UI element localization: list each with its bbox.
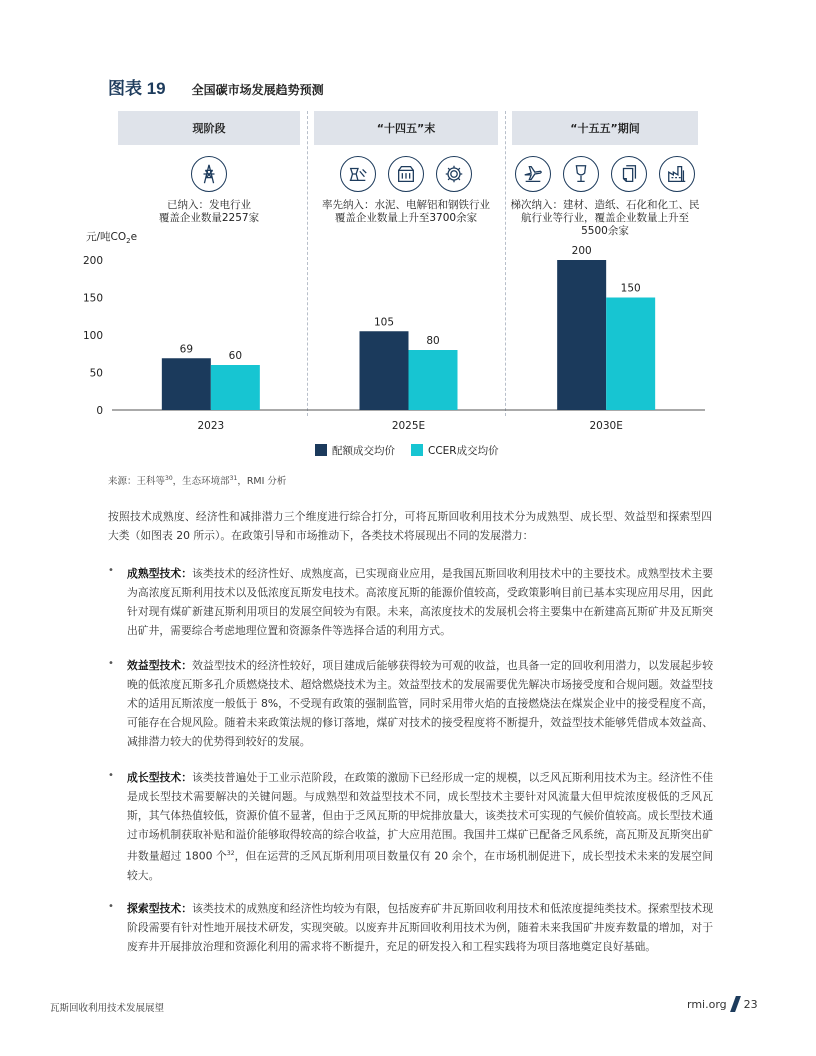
bullet-term: 探索型技术： — [127, 902, 193, 915]
data-label: 69 — [179, 343, 194, 356]
legend-label-ccer: CCER成交均价 — [428, 444, 499, 457]
desc-line: 率先纳入：水泥、电解铝和钢铁行业 — [322, 199, 490, 211]
bullet-growth — [127, 768, 713, 885]
source-ref: 31 — [229, 474, 238, 482]
bullet-mature — [127, 564, 713, 640]
desc-line: 覆盖企业数量2257家 — [158, 212, 260, 224]
bullet-term: 效益型技术： — [127, 659, 193, 672]
legend-swatch-ccer — [411, 444, 423, 456]
desc-line: 航行业等行业，覆盖企业数量上升至 — [521, 212, 689, 224]
bar — [606, 298, 655, 411]
desc-line: 梯次纳入：建材、造纸、石化和化工、民 — [510, 199, 700, 211]
bar — [360, 331, 409, 410]
intro-paragraph: 按照技术成熟度、经济性和减排潜力三个维度进行综合打分，可将瓦斯回收利用技术分为成熟型、成长型、效益型和探索型四大类（如图表 20 所示）。在政策引导和市场推动下，各类技术将展现出不同的发展潜力： — [108, 510, 712, 542]
bullet-ref: 32 — [226, 850, 235, 857]
y-tick-label: 0 — [96, 405, 103, 417]
desc-line: 5500余家 — [581, 225, 629, 237]
source-ref: 30 — [165, 474, 173, 482]
bullet-marker: • — [108, 658, 114, 669]
data-label: 105 — [373, 316, 395, 329]
legend-item-ccer — [411, 443, 499, 458]
desc-line: 已纳入：发电行业 — [167, 199, 251, 211]
bullet-body: 效益型技术的经济性较好，项目建成后能够获得较为可观的收益，也具备一定的回收利用潜力，以发展起步较晚的低浓度瓦斯多孔介质燃烧技术、超焓燃烧技术为主。效益型技术的发展需要优先解决市场接受度和合规问题。效益型技术的适用瓦斯浓度一般低于 8%，不受现有政策的强制监管，同时采用带火焰的直接燃烧法在煤炭企业中的接受程度不高，可能存在合规风险。随着未来政策法规的修订落地，煤矿对技术的接受程度将不断提升，效益型技术能够凭借成本效益高、减排潜力较大的优势得到较好的发展。 — [127, 659, 714, 748]
bullet-body: ，但在运营的乏风瓦斯利用项目数量仅有 20 余个，在市场机制促进下，成长型技术未来的发展空间较大。 — [127, 849, 713, 882]
y-axis-label-subscript: 2 — [126, 237, 131, 246]
phase-header-14th: “十四五”末 — [314, 111, 498, 145]
y-axis-label-text: 元/吨CO — [86, 231, 127, 243]
bullet-body: 该类技普遍处于工业示范阶段，在政策的激励下已经形成一定的规模，以乏风瓦斯利用技术为主。经济性不佳是成长型技术需要解决的关键问题。与成熟型和效益型技术不同，成长型技术主要针对风流量大但甲烷浓度极低的乏风瓦斯，其气体热值较低，资源价值不显著，但由于乏风瓦斯的甲烷排放量大，该类技术可实现的气候价值较高。成长型技术通过市场机制获取补贴和溢价能够取得较高的综合收益，扩大应用范围。我国井工煤矿已配备乏风系统，高瓦斯及瓦斯突出矿井数量超过 1800 个 — [127, 771, 714, 863]
bar — [557, 260, 606, 410]
source-mid: ，生态环境部 — [172, 476, 230, 487]
bullet-benefit — [127, 656, 713, 751]
bullet-body: 该类技术的经济性好、成熟度高，已实现商业应用，是我国瓦斯回收利用技术中的主要技术。成熟型技术主要为高浓度瓦斯利用技术以及低浓度瓦斯发电技术。高浓度瓦斯的能源价值较高，受政策影响目前已基本实现应用尽用，因此针对现有煤矿新建瓦斯利用项目的发展空间较为有限。未来，高浓度技术的发展机会将主要集中在新建高瓦斯矿井及瓦斯突出矿井，需要综合考虑地理位置和资源条件等选择合适的利用方式。 — [127, 567, 714, 637]
x-tick-label: 2025E — [391, 420, 426, 432]
desc-line: 覆盖企业数量上升至3700余家 — [334, 212, 478, 224]
data-label: 150 — [620, 282, 641, 295]
bullet-term: 成长型技术： — [127, 771, 193, 784]
bullet-marker: • — [108, 770, 114, 781]
x-tick-label: 2023 — [197, 420, 225, 432]
x-tick-label: 2030E — [589, 420, 623, 432]
legend-label-quota: 配额成交均价 — [332, 444, 395, 457]
data-label: 80 — [426, 335, 440, 347]
legend-item-quota — [315, 443, 395, 458]
bar-chart — [0, 0, 816, 440]
bullet-body: 该类技术的成熟度和经济性均较为有限，包括废弃矿井瓦斯回收利用技术和低浓度提纯类技术。探索型技术现阶段需要有针对性地开展技术研发，实现突破。以废弃井瓦斯回收利用技术为例，随着未来我国矿井废弃数量的增加，对于废弃井开展排放治理和资源化利用的需求将不断提升，充足的研发投入和工程实践将为项目落地奠定良好基础。 — [127, 902, 714, 953]
footer-slash-mark — [730, 996, 741, 1012]
phase-header-current: 现阶段 — [118, 111, 300, 145]
bar — [211, 365, 260, 410]
y-tick-label: 200 — [82, 255, 103, 267]
y-tick-label: 100 — [82, 330, 103, 342]
figure-number: 图表 19 — [108, 79, 166, 98]
bullet-marker: • — [108, 901, 114, 912]
legend-swatch-quota — [315, 444, 327, 456]
data-label: 200 — [571, 245, 592, 257]
figure-title: 全国碳市场发展趋势预测 — [191, 83, 324, 97]
bullet-marker: • — [108, 565, 114, 576]
y-axis-label-suffix: e — [130, 231, 138, 243]
data-label: 60 — [228, 350, 243, 362]
source-prefix: 来源：王科等 — [108, 476, 166, 487]
phase-header-15th: “十五五”期间 — [512, 111, 698, 145]
source-suffix: ，RMI 分析 — [237, 476, 287, 487]
y-tick-label: 50 — [89, 367, 103, 380]
bar — [162, 358, 211, 410]
footer-title: 瓦斯回收利用技术发展展望 — [50, 1003, 165, 1014]
bullet-term: 成熟型技术： — [127, 567, 193, 580]
bullet-explore — [127, 899, 713, 956]
footer-page — [687, 996, 758, 1012]
bar — [409, 350, 458, 410]
page-number: 23 — [743, 997, 758, 1011]
footer-site-link[interactable]: rmi.org — [687, 997, 727, 1011]
chart-legend — [315, 442, 515, 458]
figure-source — [108, 473, 286, 487]
y-tick-label: 150 — [82, 292, 103, 305]
